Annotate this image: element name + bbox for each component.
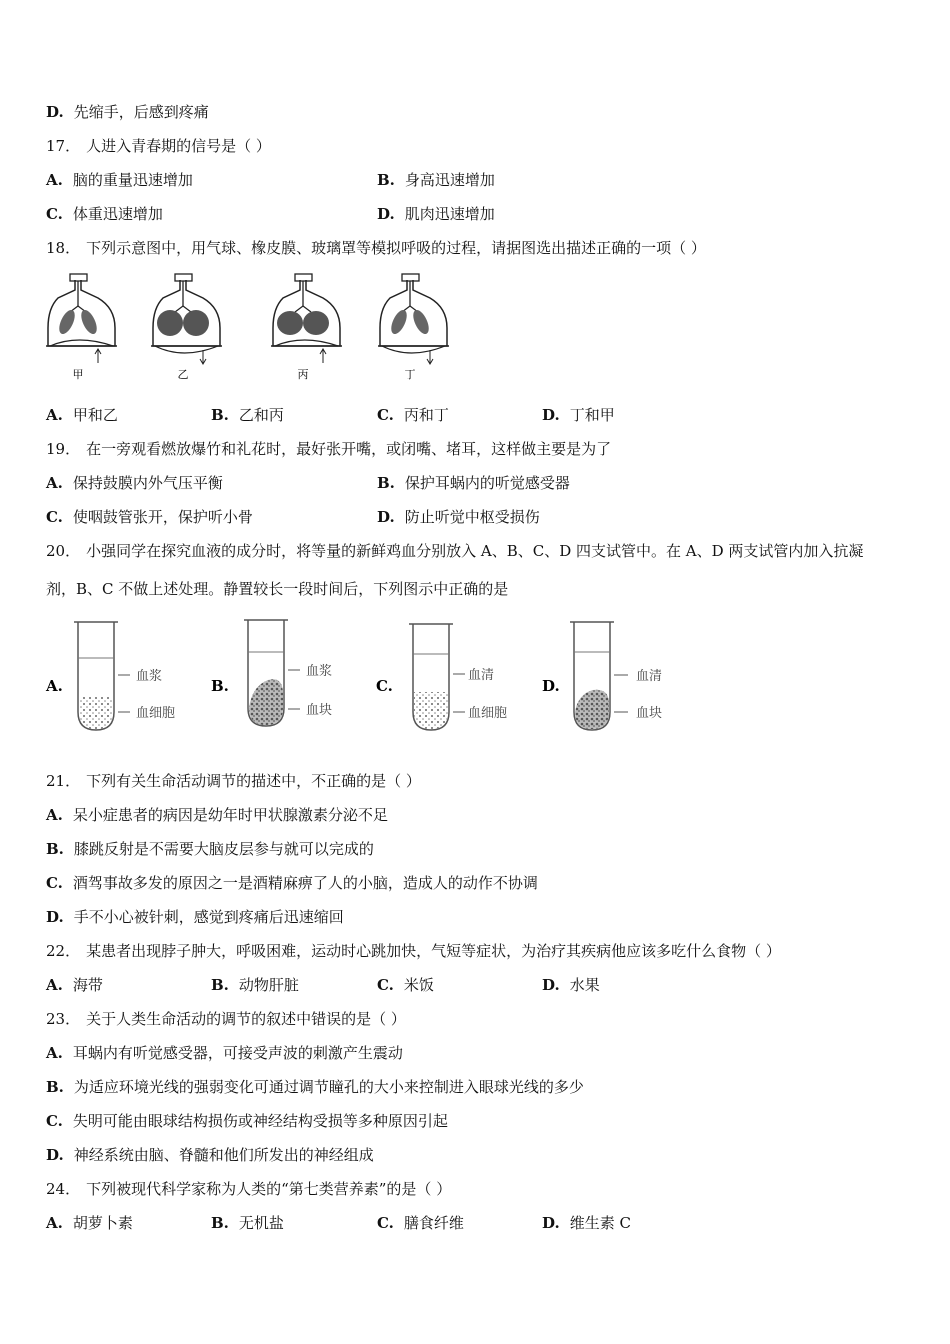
option-label: B. (377, 171, 395, 189)
question-text: 下列被现代科学家称为人类的“第七类营养素”的是（ ） (86, 1180, 452, 1198)
option-label: C. (46, 1112, 63, 1130)
tube-label: C. (376, 677, 393, 695)
question-number: 18． (46, 239, 81, 257)
question-number: 24． (46, 1180, 81, 1198)
q22-option-d (542, 975, 600, 995)
tube-upper-label: 血清 (636, 669, 663, 684)
q18-option-b (211, 405, 284, 425)
q17-option-d (377, 204, 495, 224)
option-label: D. (377, 508, 395, 526)
option-text: 米饭 (403, 976, 434, 994)
figure-label-ding: 丁 (404, 368, 416, 381)
option-text: 体重迅速增加 (72, 205, 163, 223)
option-text: 水果 (569, 976, 600, 994)
option-label: D. (46, 103, 64, 121)
option-text: 膝跳反射是不需要大脑皮层参与就可以完成的 (73, 840, 374, 858)
option-label: C. (377, 406, 394, 424)
q24-option-b (211, 1213, 284, 1233)
q18-option-a (46, 405, 118, 425)
option-label: D. (542, 976, 560, 994)
option-label: B. (211, 406, 229, 424)
tube-upper-label: 血浆 (136, 669, 163, 684)
q19-stem (46, 439, 611, 459)
question-text: 某患者出现脖子肿大，呼吸困难，运动时心跳加快，气短等症状，为治疗其疾病他应该多吃什么食物（ ） (86, 942, 781, 960)
option-text: 失明可能由眼球结构损伤或神经结构受损等多种原因引起 (72, 1112, 448, 1130)
option-label: D. (542, 406, 560, 424)
option-label: A. (46, 976, 63, 994)
q22-option-a (46, 975, 103, 995)
tube-lower-label: 血细胞 (468, 706, 508, 721)
option-text: 丁和甲 (569, 406, 615, 424)
option-text: 海带 (72, 976, 103, 994)
option-text: 丙和丁 (403, 406, 449, 424)
q24-option-c (377, 1213, 464, 1233)
question-number: 17． (46, 137, 81, 155)
question-text: 在一旁观看燃放爆竹和礼花时，最好张开嘴，或闭嘴、堵耳，这样做主要是为了 (86, 440, 612, 458)
q19-option-a (46, 473, 223, 493)
option-text: 保持鼓膜内外气压平衡 (72, 474, 223, 492)
tube-upper-label: 血清 (468, 668, 495, 683)
q20-stem-line1 (46, 541, 863, 561)
option-text: 防止听觉中枢受损伤 (404, 508, 540, 526)
option-text: 脑的重量迅速增加 (72, 171, 193, 189)
q17-option-b (377, 170, 495, 190)
option-text: 乙和丙 (238, 406, 284, 424)
option-text: 保护耳蜗内的听觉感受器 (404, 474, 570, 492)
question-text: 下列示意图中，用气球、橡皮膜、玻璃罩等模拟呼吸的过程，请据图选出描述正确的一项（ ） (86, 239, 706, 257)
option-text: 维生素 C (569, 1214, 631, 1232)
question-number: 23． (46, 1010, 81, 1028)
q21-option-d (46, 907, 344, 927)
model-yi (151, 274, 222, 364)
tube-lower-label: 血细胞 (136, 706, 176, 721)
option-label: A. (46, 474, 63, 492)
q23-option-a (46, 1043, 403, 1063)
model-ding (378, 274, 449, 364)
question-text: 下列有关生命活动调节的描述中，不正确的是（ ） (86, 772, 421, 790)
option-label: A. (46, 1214, 63, 1232)
tube-label: A. (46, 677, 63, 695)
option-label: B. (46, 840, 64, 858)
q21-option-a (46, 805, 388, 825)
option-label: A. (46, 406, 63, 424)
option-label: C. (46, 874, 63, 892)
q19-option-b (377, 473, 570, 493)
option-text: 甲和乙 (72, 406, 118, 424)
q23-stem (46, 1009, 406, 1029)
option-text: 先缩手，后感到疼痛 (73, 103, 209, 121)
question-number: 19． (46, 440, 81, 458)
option-label: D. (46, 1146, 64, 1164)
option-text: 无机盐 (238, 1214, 284, 1232)
question-number: 21． (46, 772, 81, 790)
q16-option-d (46, 102, 209, 122)
question-text: 人进入青春期的信号是（ ） (86, 137, 271, 155)
option-text: 胡萝卜素 (72, 1214, 133, 1232)
q18-option-d (542, 405, 615, 425)
q17-option-c (46, 204, 163, 224)
tube-a (45, 622, 175, 730)
option-label: C. (46, 508, 63, 526)
question-text: 小强同学在探究血液的成分时，将等量的新鲜鸡血分别放入 A、B、C、D 四支试管中。在 A、D 两支试管内加入抗凝 (86, 542, 864, 560)
option-label: D. (46, 908, 64, 926)
q18-stem (46, 238, 706, 258)
q17-stem (46, 136, 271, 156)
q24-stem (46, 1179, 451, 1199)
option-label: D. (542, 1214, 560, 1232)
q20-stem-line2 (46, 579, 508, 599)
option-text: 神经系统由脑、脊髓和他们所发出的神经组成 (73, 1146, 374, 1164)
option-text: 动物肝脏 (238, 976, 299, 994)
q19-option-c (46, 507, 253, 527)
tube-d (542, 622, 662, 730)
tube-c (376, 624, 507, 730)
option-label: D. (377, 205, 395, 223)
test-tube-figure (40, 612, 700, 742)
q22-stem (46, 941, 781, 961)
q24-option-a (46, 1213, 133, 1233)
option-text: 身高迅速增加 (404, 171, 495, 189)
option-label: C. (377, 976, 394, 994)
tube-label: D. (542, 677, 560, 695)
tube-b (211, 620, 332, 726)
q23-option-c (46, 1111, 448, 1131)
option-label: B. (46, 1078, 64, 1096)
option-label: A. (46, 806, 63, 824)
model-bing (271, 274, 342, 363)
q21-option-c (46, 873, 538, 893)
tube-upper-label: 血浆 (306, 664, 333, 679)
q22-option-b (211, 975, 299, 995)
option-label: B. (211, 1214, 229, 1232)
option-text: 耳蜗内有听觉感受器，可接受声波的刺激产生震动 (72, 1044, 403, 1062)
figure-label-yi: 乙 (177, 368, 189, 381)
option-label: A. (46, 1044, 63, 1062)
option-text: 使咽鼓管张开，保护听小骨 (72, 508, 253, 526)
option-text: 手不小心被针刺，感觉到疼痛后迅速缩回 (73, 908, 344, 926)
tube-lower-label: 血块 (306, 703, 333, 718)
question-text: 关于人类生命活动的调节的叙述中错误的是（ ） (86, 1010, 406, 1028)
figure-label-bing: 丙 (297, 368, 309, 381)
q21-option-b (46, 839, 374, 859)
option-text: 为适应环境光线的强弱变化可通过调节瞳孔的大小来控制进入眼球光线的多少 (73, 1078, 584, 1096)
q23-option-b (46, 1077, 584, 1097)
breathing-model-figure (40, 268, 460, 383)
q19-option-d (377, 507, 540, 527)
tube-label: B. (211, 677, 229, 695)
option-label: C. (46, 205, 63, 223)
option-text: 膳食纤维 (403, 1214, 464, 1232)
q24-option-d (542, 1213, 631, 1233)
q21-stem (46, 771, 421, 791)
q23-option-d (46, 1145, 374, 1165)
option-text: 肌肉迅速增加 (404, 205, 495, 223)
option-text: 酒驾事故多发的原因之一是酒精麻痹了人的小脑，造成人的动作不协调 (72, 874, 538, 892)
tube-lower-label: 血块 (636, 706, 663, 721)
option-label: B. (377, 474, 395, 492)
figure-label-jia: 甲 (72, 368, 84, 381)
q18-option-c (377, 405, 449, 425)
option-label: C. (377, 1214, 394, 1232)
q17-option-a (46, 170, 193, 190)
question-number: 20． (46, 542, 81, 560)
question-text: 剂，B、C 不做上述处理。静置较长一段时间后，下列图示中正确的是 (46, 580, 509, 598)
option-text: 呆小症患者的病因是幼年时甲状腺激素分泌不足 (72, 806, 388, 824)
question-number: 22． (46, 942, 81, 960)
q22-option-c (377, 975, 434, 995)
option-label: B. (211, 976, 229, 994)
option-label: A. (46, 171, 63, 189)
model-jia (46, 274, 117, 363)
